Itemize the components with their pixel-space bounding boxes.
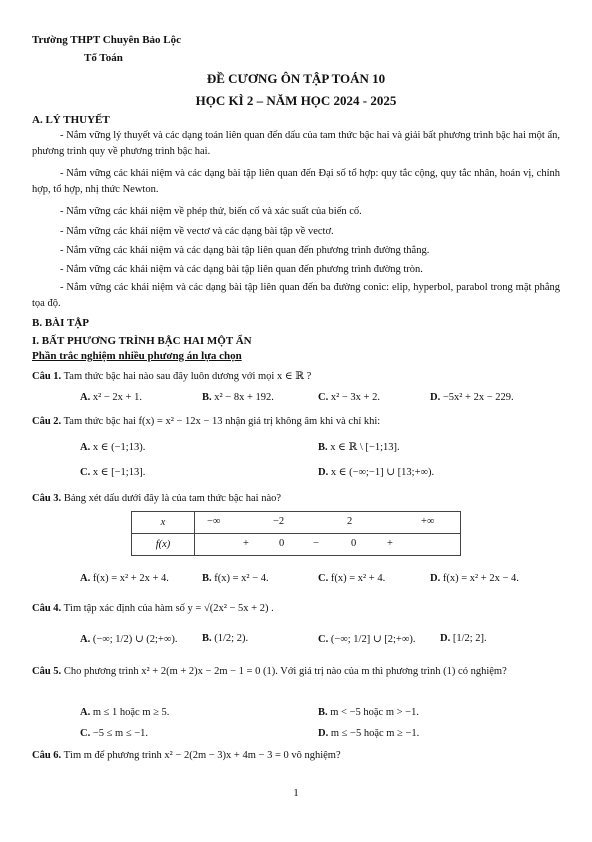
question-text: Tam thức bậc hai nào sau đây luôn dương với mọi x ∈ ℝ ? bbox=[63, 371, 312, 382]
q4-option-d: D. [1/2; 2]. bbox=[440, 633, 487, 644]
question-5 bbox=[32, 664, 560, 680]
theory-item: - Nắm vững lý thuyết và các dạng toán liên quan đến dấu của tam thức bậc hai và giải bất phương trình bậc hai một ẩn, phương trình quy về phương trình bậc hai. bbox=[32, 130, 560, 157]
question-label: Câu 3. bbox=[32, 493, 62, 504]
q4-option-b: B. (1/2; 2). bbox=[202, 633, 249, 644]
school-name: Trường THPT Chuyên Bảo Lộc bbox=[32, 34, 181, 46]
question-text: Bảng xét dấu dưới đây là của tam thức bậc hai nào? bbox=[63, 493, 282, 504]
question-text: Tìm m để phương trình x² − 2(2m − 3)x + 4m − 3 = 0 vô nghiệm? bbox=[63, 750, 341, 761]
q1-option-d: D. −5x² + 2x − 229. bbox=[430, 392, 514, 403]
sign-table-x-value: −2 bbox=[273, 516, 285, 527]
question-3 bbox=[32, 493, 281, 504]
question-6 bbox=[32, 750, 341, 761]
q2-option-b: B. x ∈ ℝ \ [−1;13]. bbox=[318, 442, 400, 453]
q4-option-c: C. (−∞; 1/2] ∪ [2;+∞). bbox=[318, 634, 416, 645]
sign-table-f-value: + bbox=[387, 538, 393, 549]
theory-item: - Nắm vững các khái niệm về vectơ và các dạng bài tập về vectơ. bbox=[60, 226, 334, 237]
q1-option-c: C. x² − 3x + 2. bbox=[318, 392, 380, 403]
q3-option-c: C. f(x) = x² + 4. bbox=[318, 573, 386, 584]
q3-option-b: B. f(x) = x² − 4. bbox=[202, 573, 269, 584]
q3-option-d: D. f(x) = x² + 2x − 4. bbox=[430, 573, 519, 584]
question-text: Tìm tập xác định của hàm số y = √(2x² − 5x + 2) . bbox=[63, 603, 274, 614]
q1-option-a: A. x² − 2x + 1. bbox=[80, 392, 142, 403]
q1-option-b: B. x² − 8x + 192. bbox=[202, 392, 274, 403]
question-label: Câu 2. bbox=[32, 416, 62, 427]
q5-option-c: C. −5 ≤ m ≤ −1. bbox=[80, 728, 149, 739]
subpart-heading: Phần trắc nghiệm nhiều phương án lựa chọn bbox=[32, 350, 242, 362]
q5-option-a: A. m ≤ 1 hoặc m ≥ 5. bbox=[80, 707, 170, 718]
theory-item: - Nắm vững các khái niệm và các dạng bài tập liên quan đến phương trình đường thẳng. bbox=[60, 245, 430, 256]
question-label: Câu 4. bbox=[32, 603, 62, 614]
sign-table-f-header: f(x) bbox=[132, 534, 195, 556]
sign-table-x-value: 2 bbox=[347, 516, 353, 527]
theory-heading: A. LÝ THUYẾT bbox=[32, 114, 110, 126]
question-label: Câu 6. bbox=[32, 750, 62, 761]
theory-item: - Nắm vững các khái niệm và các dạng bài tập liên quan đến Đại số tổ hợp: quy tắc cộng, quy tắc nhân, hoán vị, chỉnh hợp, tổ hợp, nhị thức Newton. bbox=[32, 168, 560, 195]
sign-table bbox=[131, 511, 461, 556]
theory-item: - Nắm vững các khái niệm về phép thử, biến cố và xác suất của biến cố. bbox=[60, 206, 362, 217]
exercises-heading: B. BÀI TẬP bbox=[32, 317, 89, 329]
q5-option-b: B. m < −5 hoặc m > −1. bbox=[318, 707, 419, 718]
sign-table-f-value: 0 bbox=[279, 538, 285, 549]
q5-option-d: D. m ≤ −5 hoặc m ≥ −1. bbox=[318, 728, 420, 739]
question-2 bbox=[32, 416, 380, 427]
document-subtitle: HỌC KÌ 2 – NĂM HỌC 2024 - 2025 bbox=[195, 93, 397, 108]
question-4 bbox=[32, 603, 274, 614]
question-text: Tam thức bậc hai f(x) = x² − 12x − 13 nhận giá trị không âm khi và chỉ khi: bbox=[63, 416, 381, 427]
theory-item: - Nắm vững các khái niệm và các dạng bài tập liên quan đến ba đường conic: elip, hyperbol, parabol trong mặt phẳng tọa độ. bbox=[32, 282, 560, 309]
q2-option-d: D. x ∈ (−∞;−1] ∪ [13;+∞). bbox=[318, 467, 435, 478]
sign-table-f-value: 0 bbox=[351, 538, 357, 549]
document-title: ĐỀ CƯƠNG ÔN TẬP TOÁN 10 bbox=[206, 71, 386, 86]
sign-table-x-value: −∞ bbox=[207, 516, 221, 527]
sign-table-f-value: − bbox=[313, 538, 319, 549]
sign-table-x-value: +∞ bbox=[421, 516, 435, 527]
question-label: Câu 1. bbox=[32, 371, 62, 382]
q3-option-a: A. f(x) = x² + 2x + 4. bbox=[80, 573, 169, 584]
theory-item: - Nắm vững các khái niệm và các dạng bài tập liên quan đến phương trình đường tròn. bbox=[60, 264, 423, 275]
sign-table-f-value: + bbox=[243, 538, 249, 549]
question-1 bbox=[32, 370, 311, 382]
q4-option-a: A. (−∞; 1/2) ∪ (2;+∞). bbox=[80, 634, 178, 645]
department-name: Tổ Toán bbox=[84, 52, 123, 64]
q2-option-c: C. x ∈ [−1;13]. bbox=[80, 467, 146, 478]
sign-table-x-header: x bbox=[132, 512, 195, 534]
page-number: 1 bbox=[293, 787, 299, 799]
question-label: Câu 5. bbox=[32, 666, 62, 677]
question-text: Cho phương trình x² + 2(m + 2)x − 2m − 1 = 0 (1). Với giá trị nào của m thì phương trình (1) có nghiệm? bbox=[63, 666, 507, 677]
part-heading: I. BẤT PHƯƠNG TRÌNH BẬC HAI MỘT ẨN bbox=[32, 335, 252, 347]
q2-option-a: A. x ∈ (−1;13). bbox=[80, 442, 146, 453]
